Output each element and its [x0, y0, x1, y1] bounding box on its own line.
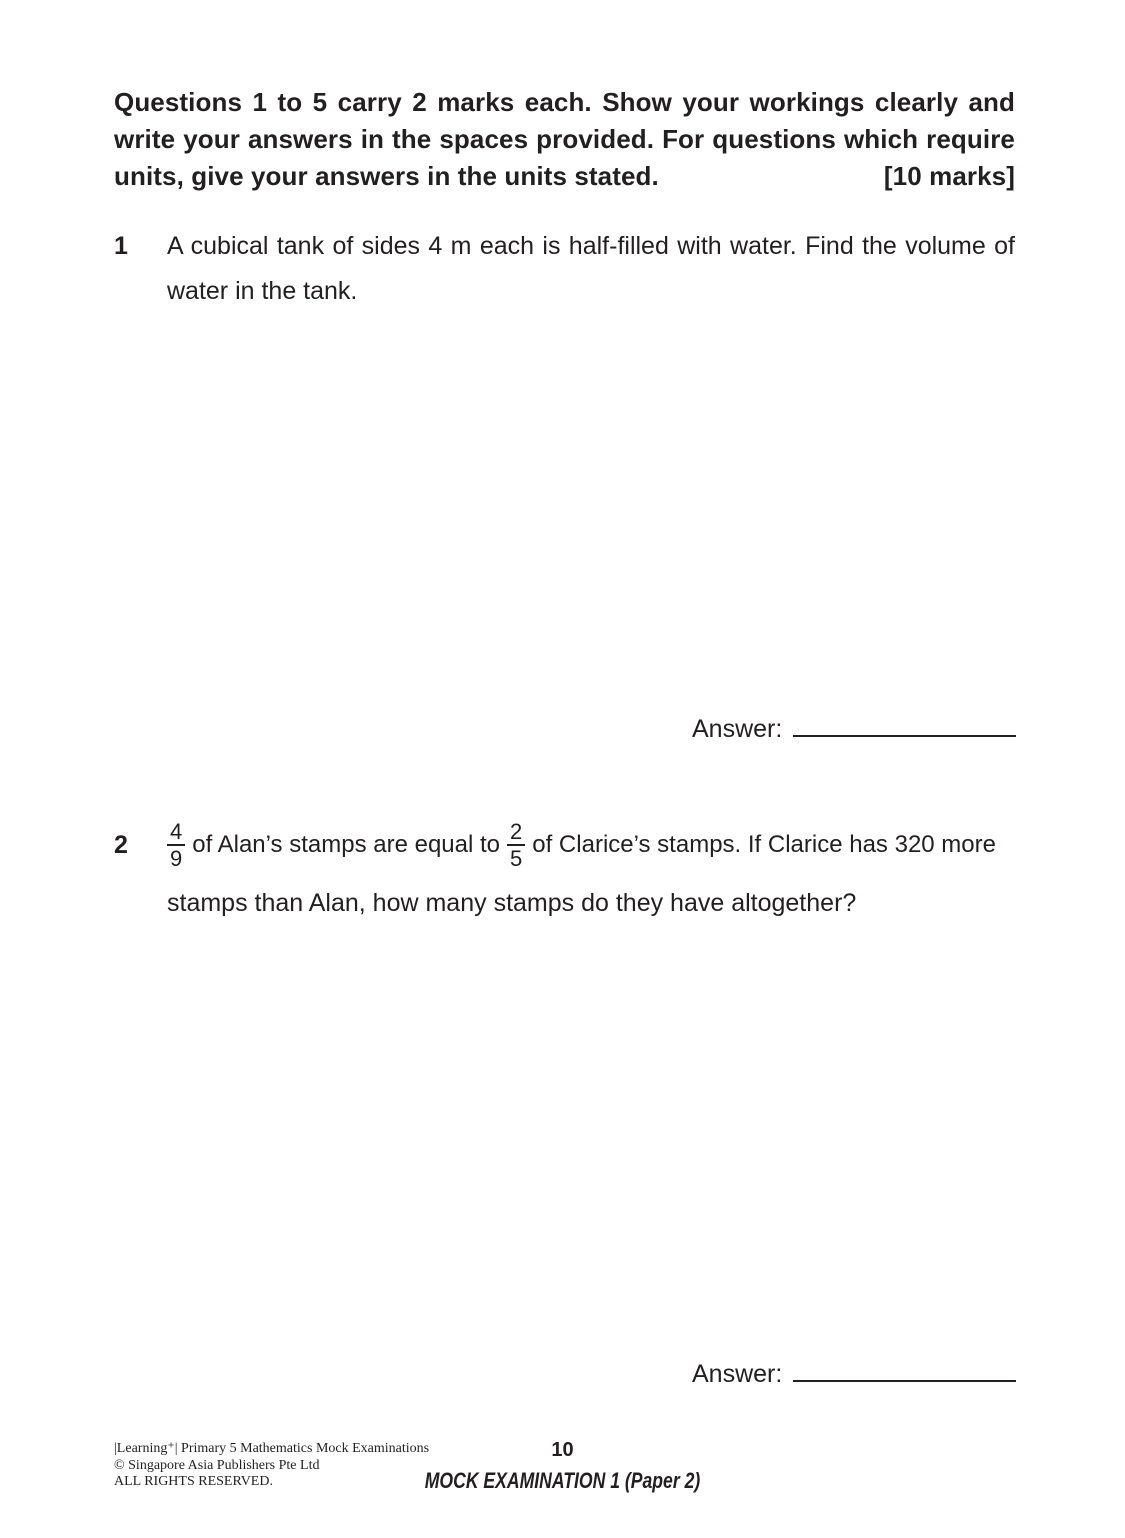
fraction-numerator: 4 [170, 819, 183, 844]
question-2-text-segment-2: of Clarice’s stamps. If Clarice has 320 more [532, 831, 996, 858]
fraction-numerator: 2 [510, 819, 523, 844]
question-2-text-line-1 [167, 816, 1015, 874]
answer-2-blank-line [793, 1380, 1016, 1382]
answer-2-row [692, 1357, 1016, 1391]
footer-center-block [0, 1439, 1125, 1493]
question-2 [114, 816, 1015, 926]
instructions-line-3-text: units, give your answers in the units stated. [114, 161, 659, 191]
answer-1-label: Answer: [692, 715, 783, 743]
instructions-line-1: Questions 1 to 5 carry 2 marks each. Show your workings clearly and [114, 87, 1015, 117]
instructions-block [114, 84, 1015, 195]
question-1 [114, 224, 1015, 314]
page-number: 10 [551, 1439, 574, 1461]
instructions-line-2: write your answers in the spaces provided. For questions which require [114, 124, 1015, 154]
fraction-four-ninths [167, 819, 185, 871]
question-1-body [167, 224, 1015, 314]
question-1-text-line-1: A cubical tank of sides 4 m each is half-filled with water. Find the volume of [167, 232, 1015, 260]
fraction-denominator: 5 [507, 844, 525, 871]
imprint-line-3: ALL RIGHTS RESERVED. [114, 1474, 273, 1489]
question-2-text-line-2: stamps than Alan, how many stamps do they have altogether? [167, 889, 857, 917]
question-2-body [167, 816, 1015, 926]
question-1-number: 1 [114, 232, 128, 260]
instructions-line-3 [114, 158, 1015, 195]
marks-label: [10 marks] [883, 161, 1015, 191]
exam-title: MOCK EXAMINATION 1 (Paper 2) [424, 1468, 701, 1493]
fraction-denominator: 9 [167, 844, 185, 871]
fraction-two-fifths [507, 819, 525, 871]
answer-1-row [692, 712, 1016, 746]
answer-1-blank-line [793, 735, 1016, 737]
question-2-number: 2 [114, 831, 128, 859]
imprint-line-1: |Learning⁺| Primary 5 Mathematics Mock Examinations [114, 1441, 430, 1456]
imprint-line-2: © Singapore Asia Publishers Pte Ltd [114, 1457, 320, 1473]
answer-2-label: Answer: [692, 1360, 783, 1388]
question-2-text-segment-1: of Alan’s stamps are equal to [192, 831, 500, 858]
question-1-text-line-2: water in the tank. [167, 277, 358, 305]
